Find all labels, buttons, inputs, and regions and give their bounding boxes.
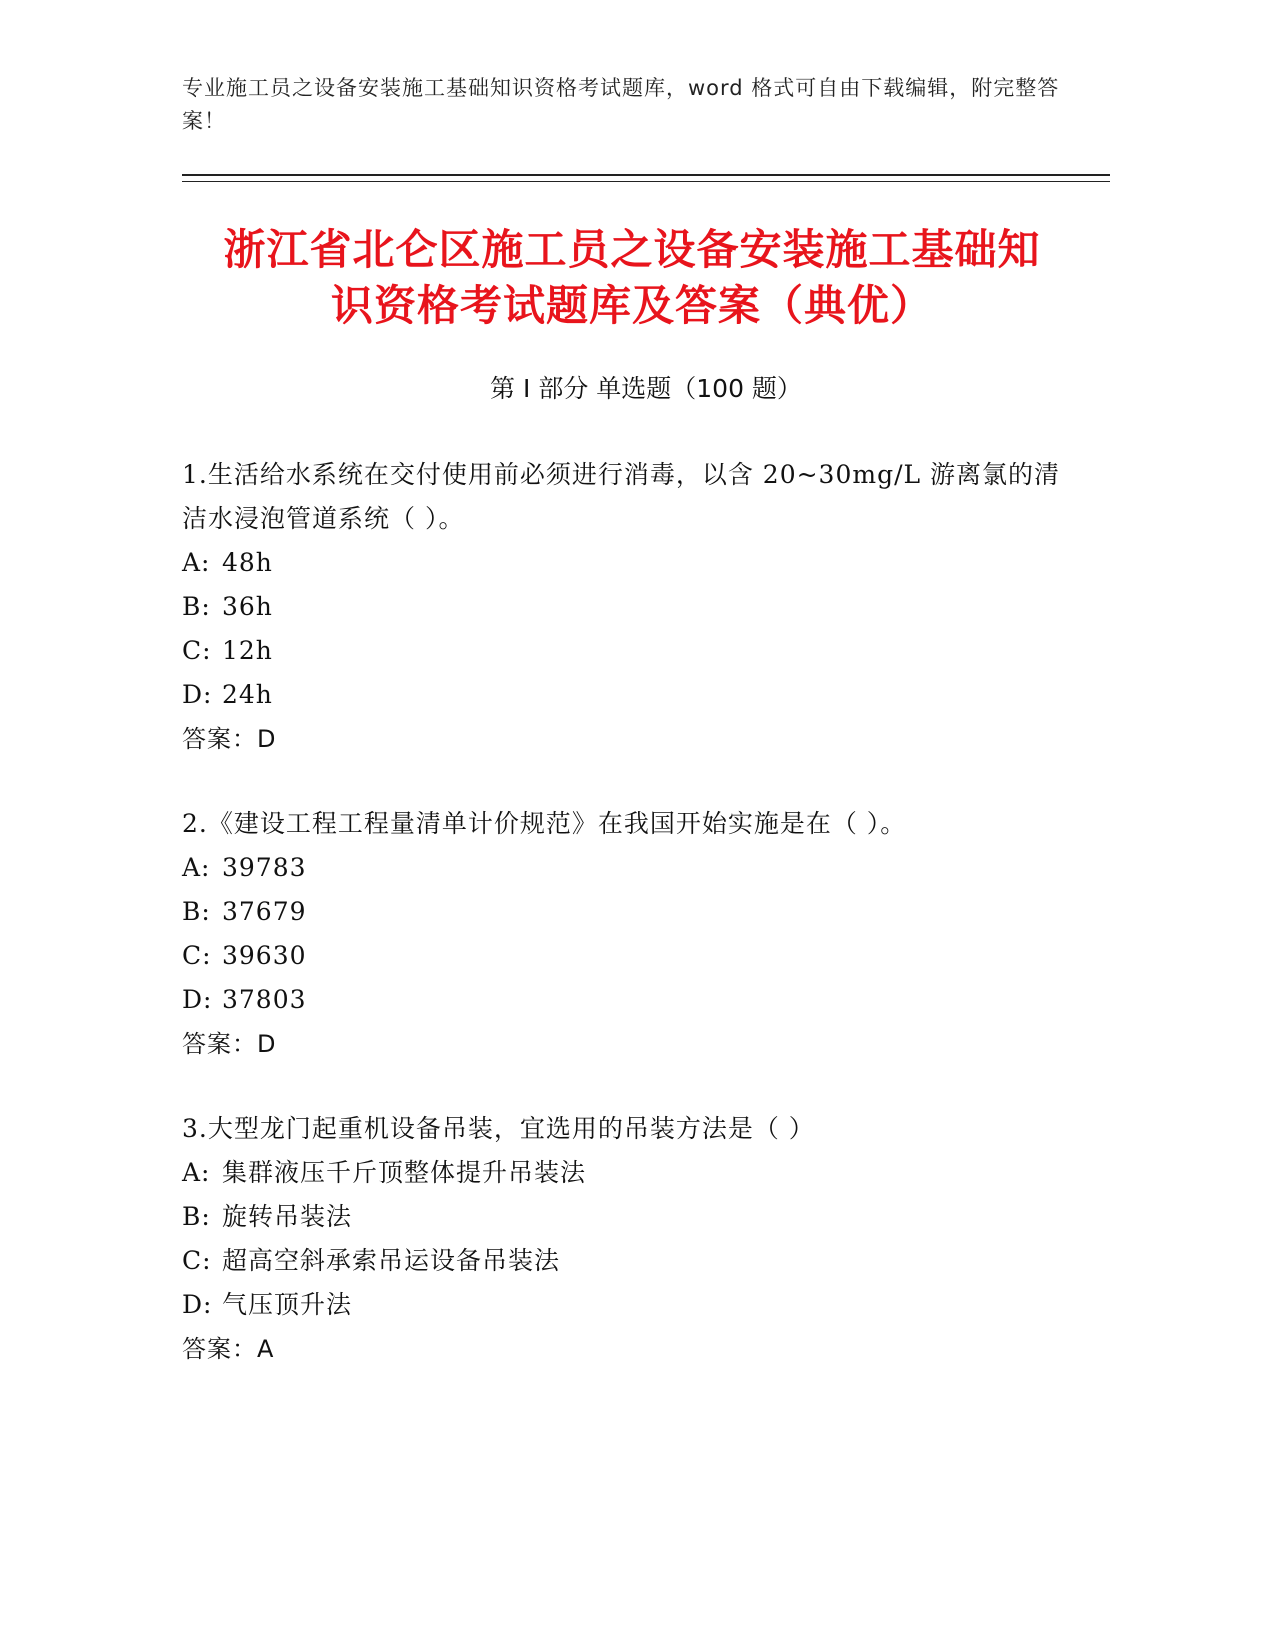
answer: 答案：D (182, 1030, 277, 1058)
option-b (182, 890, 1062, 934)
question-stem: 1.生活给水系统在交付使用前必须进行消毒，以含 20~30mg/L 游离氯的清洁水浸泡管道系统（ ）。 (182, 460, 1061, 533)
section-title: 第 I 部分 单选题（100 题） (490, 374, 802, 403)
document-title (182, 222, 1082, 334)
question-1 (182, 453, 1062, 761)
option-b (182, 1195, 1062, 1239)
option-label: A: (182, 853, 211, 882)
option-label: A: (182, 548, 211, 577)
option-text: 集群液压千斤顶整体提升吊装法 (222, 1158, 587, 1187)
question-stem: 3.大型龙门起重机设备吊装，宜选用的吊装方法是（ ） (182, 1114, 815, 1143)
header-divider-thin (182, 181, 1110, 182)
option-b (182, 585, 1062, 629)
header-note: 专业施工员之设备安装施工基础知识资格考试题库，word 格式可自由下载编辑，附完整答案！ (182, 76, 1060, 133)
option-text: 12h (222, 636, 273, 665)
option-text: 37803 (222, 985, 307, 1014)
option-label: B: (182, 592, 211, 621)
option-label: D: (182, 985, 213, 1014)
answer: 答案：A (182, 1335, 275, 1363)
document-title-line-2: 识资格考试题库及答案（典优） (330, 281, 933, 330)
question-3 (182, 1107, 1062, 1371)
option-text: 48h (222, 548, 273, 577)
option-a (182, 1151, 1062, 1195)
header-divider-thick (182, 174, 1110, 176)
option-label: B: (182, 1202, 211, 1231)
option-label: C: (182, 941, 212, 970)
question-stem: 2.《建设工程工程量清单计价规范》在我国开始实施是在（ ）。 (182, 809, 907, 838)
option-d (182, 978, 1062, 1022)
option-text: 39630 (222, 941, 307, 970)
option-text: 超高空斜承索吊运设备吊装法 (222, 1246, 561, 1275)
option-c (182, 1239, 1062, 1283)
option-a (182, 846, 1062, 890)
option-c (182, 934, 1062, 978)
option-d (182, 1283, 1062, 1327)
option-a (182, 541, 1062, 585)
answer: 答案：D (182, 725, 277, 753)
option-text: 39783 (222, 853, 307, 882)
option-label: D: (182, 1290, 213, 1319)
option-text: 24h (222, 680, 273, 709)
option-c (182, 629, 1062, 673)
option-label: C: (182, 636, 212, 665)
option-text: 旋转吊装法 (222, 1202, 353, 1231)
question-2 (182, 802, 1062, 1066)
option-text: 37679 (222, 897, 307, 926)
option-label: A: (182, 1158, 211, 1187)
option-d (182, 673, 1062, 717)
option-label: C: (182, 1246, 212, 1275)
option-label: D: (182, 680, 213, 709)
option-text: 气压顶升法 (222, 1290, 353, 1319)
document-title-line-1: 浙江省北仑区施工员之设备安装施工基础知 (223, 225, 1041, 274)
option-text: 36h (222, 592, 273, 621)
option-label: B: (182, 897, 211, 926)
